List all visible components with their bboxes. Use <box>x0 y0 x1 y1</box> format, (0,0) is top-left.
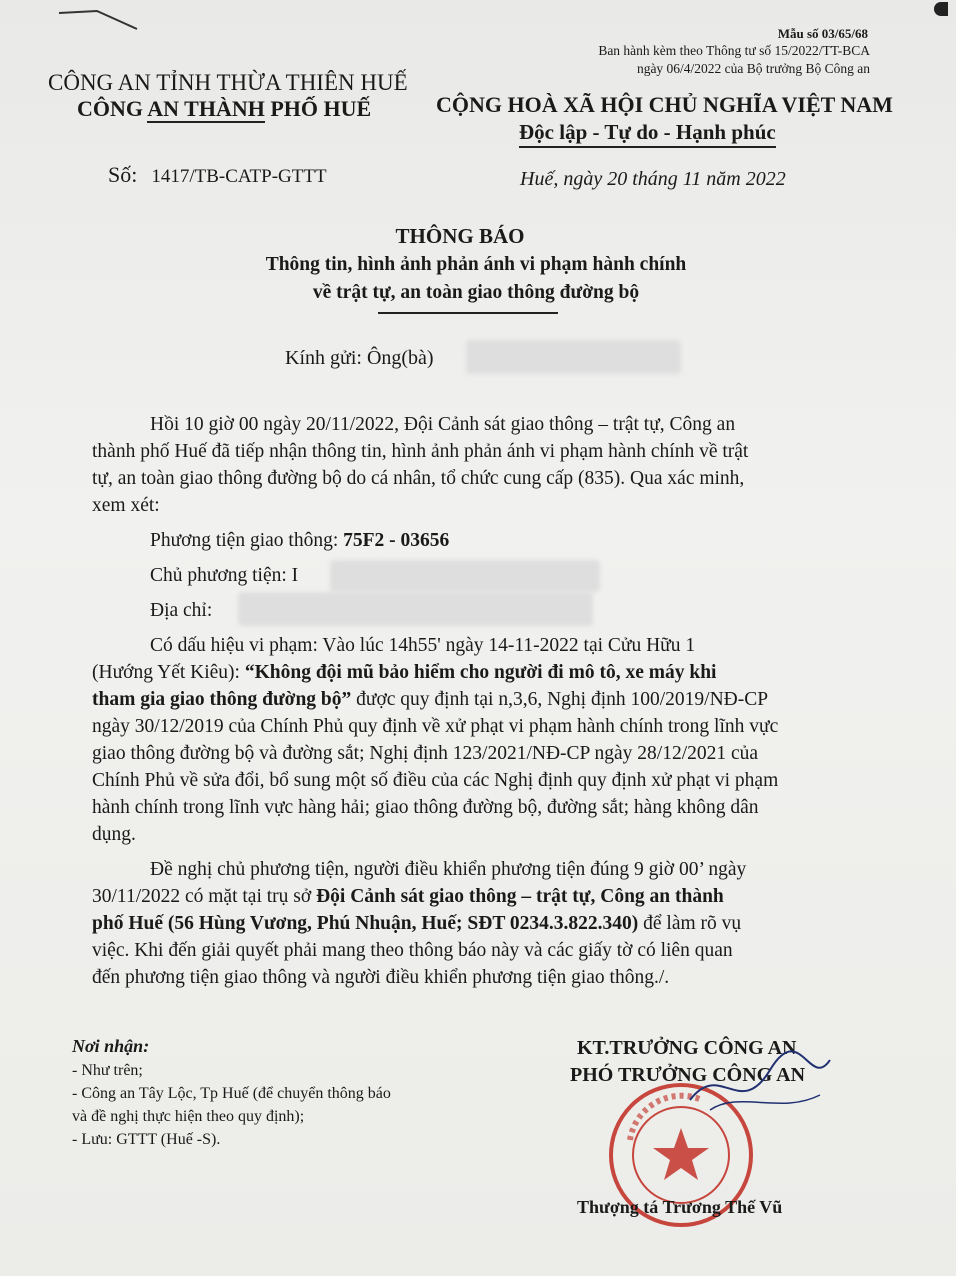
paragraph1-line: xem xét: <box>92 495 160 516</box>
greeting: Kính gửi: Ông(bà) <box>285 347 434 369</box>
staple-mark <box>57 3 142 33</box>
recipient-item: - Lưu: GTTT (Huế -S). <box>72 1131 221 1148</box>
owner-line <box>150 565 298 587</box>
violation-line: Chính Phủ về sửa đổi, bổ sung một số điều của các Nghị định quy định xử phạt vi phạm <box>92 770 779 791</box>
request-line: đến phương tiện giao thông và người điều khiển phương tiện giao thông./. <box>92 967 670 988</box>
document-subtitle-2: về trật tự, an toàn giao thông đường bộ <box>312 282 640 303</box>
redacted-recipient-name <box>466 340 681 374</box>
signer-name: Thượng tá Trương Thế Vũ <box>577 1197 783 1217</box>
title-underline <box>378 312 558 314</box>
request-prefix: 30/11/2022 có mặt tại trụ sở <box>92 886 317 907</box>
agency-name-suffix: PHỐ HUẾ <box>264 96 372 121</box>
violation-line: dụng. <box>92 824 136 845</box>
place-date: Huế, ngày 20 tháng 11 năm 2022 <box>520 168 786 190</box>
paragraph1-line: tự, an toàn giao thông đường bộ do cá nhân, tổ chức cung cấp (835). Qua xác minh, <box>92 468 745 489</box>
document-number-value: 1417/TB-CATP-GTTT <box>151 166 327 187</box>
document-number <box>108 162 327 188</box>
agency-parent: CÔNG AN TỈNH THỪA THIÊN HUẾ <box>48 70 408 95</box>
document-title: THÔNG BÁO <box>395 224 525 248</box>
owner-initial: I <box>291 565 299 586</box>
national-motto: Độc lập - Tự do - Hạnh phúc <box>519 120 776 148</box>
recipient-item: - Công an Tây Lộc, Tp Huế (để chuyển thông báo <box>72 1085 391 1102</box>
country-name: CỘNG HOÀ XÃ HỘI CHỦ NGHĨA VIỆT NAM <box>436 92 893 117</box>
violation-place: (Hướng Yết Kiêu): <box>92 662 245 683</box>
request-purpose: để làm rõ vụ <box>638 913 742 934</box>
address-label: Địa chỉ: <box>150 600 213 621</box>
redacted-address <box>238 592 593 626</box>
binder-clip <box>934 2 948 16</box>
agency-name-underlined: AN THÀNH <box>147 96 265 121</box>
signature-title: KT.TRƯỞNG CÔNG AN <box>577 1037 797 1059</box>
owner-label: Chủ phương tiện: <box>150 565 292 586</box>
recipient-item: và đề nghị thực hiện theo quy định); <box>72 1108 305 1125</box>
vehicle-label: Phương tiện giao thông: <box>150 530 344 551</box>
violation-line <box>92 662 716 684</box>
recipients-title: Nơi nhận: <box>72 1036 150 1056</box>
form-issue-note <box>560 42 870 78</box>
request-line: việc. Khi đến giải quyết phải mang theo thông báo này và các giấy tờ có liên quan <box>92 940 733 961</box>
redacted-owner-name <box>330 560 600 592</box>
handwritten-signature <box>680 1040 840 1130</box>
form-code: Mẫu số 03/65/68 <box>777 26 868 41</box>
paragraph1-line: thành phố Huế đã tiếp nhận thông tin, hình ảnh phản ánh vi phạm hành chính về trật <box>92 441 749 462</box>
form-issue-line2: ngày 06/4/2022 của Bộ trưởng Bộ Công an <box>636 61 870 76</box>
violation-line <box>92 689 768 711</box>
violation-line: ngày 30/12/2019 của Chính Phủ quy định về xử phạt vi phạm hành chính trong lĩnh vực <box>92 716 779 737</box>
paragraph1-line: Hồi 10 giờ 00 ngày 20/11/2022, Đội Cảnh sát giao thông – trật tự, Công an <box>150 414 736 435</box>
agency-name <box>77 96 371 122</box>
document-number-label: Số: <box>108 162 138 187</box>
violation-line: Có dấu hiệu vi phạm: Vào lúc 14h55' ngày 14-11-2022 tại Cửu Hữu 1 <box>150 635 696 656</box>
recipient-item: - Như trên; <box>72 1062 143 1079</box>
vehicle-line <box>150 530 449 552</box>
request-line <box>92 913 741 935</box>
violation-legal-ref: được quy định tại n,3,6, Nghị định 100/2019/NĐ-CP <box>351 689 769 710</box>
request-office: Đội Cảnh sát giao thông – trật tự, Công an thành <box>316 886 724 907</box>
request-line: Đề nghị chủ phương tiện, người điều khiển phương tiện đúng 9 giờ 00’ ngày <box>150 859 747 880</box>
license-plate: 75F2 - 03656 <box>343 530 450 551</box>
request-line <box>92 886 724 908</box>
agency-name-prefix: CÔNG <box>77 96 148 121</box>
violation-line: giao thông đường bộ và đường sắt; Nghị định 123/2021/NĐ-CP ngày 28/12/2021 của <box>92 743 759 764</box>
document-subtitle-1: Thông tin, hình ảnh phản ánh vi phạm hành chính <box>265 254 687 275</box>
violation-description: “Không đội mũ bảo hiểm cho người đi mô tô, xe máy khi <box>244 662 717 683</box>
violation-description-end: tham gia giao thông đường bộ” <box>92 689 352 710</box>
signature-title-deputy: PHÓ TRƯỞNG CÔNG AN <box>570 1064 806 1086</box>
violation-line: hành chính trong lĩnh vực hàng hải; giao thông đường bộ, đường sắt; hàng không dân <box>92 797 759 818</box>
form-issue-line1: Ban hành kèm theo Thông tư số 15/2022/TT-BCA <box>598 43 870 58</box>
request-office-address: phố Huế (56 Hùng Vương, Phú Nhuận, Huế; SĐT 0234.3.822.340) <box>92 913 639 934</box>
